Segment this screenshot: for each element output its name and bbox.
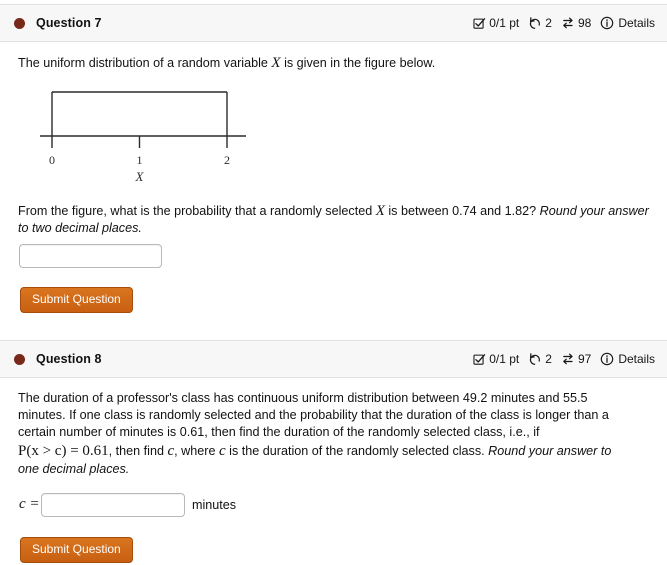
probability-expression: P(x > c) = 0.61 bbox=[18, 443, 109, 459]
versions-group bbox=[561, 16, 591, 30]
question-8-title-group bbox=[14, 352, 102, 366]
question-8-prompt-line-4 bbox=[18, 441, 652, 461]
question-8-rounding-instruction-part2: one decimal places. bbox=[18, 462, 130, 476]
undo-arrow-icon bbox=[528, 16, 542, 30]
question-8-submit-button[interactable]: Submit Question bbox=[20, 537, 133, 563]
attempts-value: 2 bbox=[545, 352, 552, 366]
question-status-dot-icon bbox=[14, 18, 25, 29]
variable-c-2: c bbox=[218, 443, 226, 459]
points-group bbox=[473, 16, 519, 30]
variable-c-1: c bbox=[167, 443, 175, 459]
uniform-distribution-figure bbox=[28, 84, 258, 189]
minutes-unit-label: minutes bbox=[192, 498, 237, 512]
rounding-instruction-part1: Round your answer to bbox=[488, 444, 612, 458]
versions-group bbox=[561, 352, 591, 366]
info-circle-icon bbox=[600, 352, 614, 366]
info-circle-icon bbox=[600, 16, 614, 30]
details-link[interactable] bbox=[600, 16, 655, 30]
points-value: 0/1 pt bbox=[489, 16, 520, 30]
question-7-question-text bbox=[18, 203, 652, 237]
question-status-dot-icon bbox=[14, 354, 25, 365]
random-variable-x: X bbox=[271, 55, 281, 71]
random-variable-x-2: X bbox=[375, 203, 385, 219]
details-link[interactable] bbox=[600, 352, 655, 366]
question-text-after-var: is between 0.74 and 1.82? bbox=[384, 204, 540, 218]
versions-value: 97 bbox=[577, 352, 592, 366]
question-7-question-line bbox=[18, 203, 652, 237]
question-7-prompt-line bbox=[18, 55, 652, 72]
svg-text:1: 1 bbox=[136, 153, 143, 167]
after-math-text: , then find bbox=[108, 444, 168, 458]
question-7-answer-input[interactable] bbox=[19, 244, 162, 268]
attempts-value: 2 bbox=[545, 16, 552, 30]
question-8-prompt-line-3: certain number of minutes is 0.61, then find the duration of the randomly selected class, i.e., if bbox=[18, 425, 540, 439]
question-8-prompt bbox=[18, 390, 652, 478]
question-8-prompt-line-2: minutes. If one class is randomly selected and the probability that the duration of the class is longer than a bbox=[18, 408, 609, 422]
svg-text:2: 2 bbox=[224, 153, 230, 167]
question-8-meta bbox=[473, 352, 655, 366]
swap-arrows-icon bbox=[561, 352, 575, 366]
points-value: 0/1 pt bbox=[489, 352, 520, 366]
end-text: is the duration of the randomly selected class. bbox=[225, 444, 489, 458]
prompt-text-after-var: is given in the figure below. bbox=[280, 56, 436, 70]
checkbox-checked-icon bbox=[473, 17, 486, 30]
svg-text:0: 0 bbox=[49, 153, 55, 167]
details-label: Details bbox=[618, 16, 655, 30]
attempts-group bbox=[528, 352, 552, 366]
question-7-submit-button[interactable]: Submit Question bbox=[20, 287, 133, 313]
question-7-title-group bbox=[14, 16, 102, 30]
question-8-header bbox=[0, 340, 667, 378]
c-equals-label: c = bbox=[19, 496, 40, 512]
svg-text:X: X bbox=[135, 169, 144, 184]
attempts-group bbox=[528, 16, 552, 30]
versions-value: 98 bbox=[577, 16, 592, 30]
undo-arrow-icon bbox=[528, 352, 542, 366]
rounding-instruction: Round your answer to two decimal places. bbox=[18, 204, 649, 235]
question-7-label: Question 7 bbox=[36, 16, 102, 30]
question-8-answer-input[interactable] bbox=[41, 493, 185, 517]
question-8-prompt-line-1: The duration of a professor's class has continuous uniform distribution between 49.2 minutes and 55.5 bbox=[18, 391, 588, 405]
question-text-before-var: From the figure, what is the probability that a randomly selected bbox=[18, 204, 376, 218]
question-8-label: Question 8 bbox=[36, 352, 102, 366]
question-7-prompt bbox=[18, 55, 652, 72]
details-label: Details bbox=[618, 352, 655, 366]
question-7-meta bbox=[473, 16, 655, 30]
checkbox-checked-icon bbox=[473, 353, 486, 366]
mid-text: , where bbox=[174, 444, 219, 458]
question-7-header bbox=[0, 4, 667, 42]
prompt-text-before-var: The uniform distribution of a random variable bbox=[18, 56, 272, 70]
points-group bbox=[473, 352, 519, 366]
swap-arrows-icon bbox=[561, 16, 575, 30]
